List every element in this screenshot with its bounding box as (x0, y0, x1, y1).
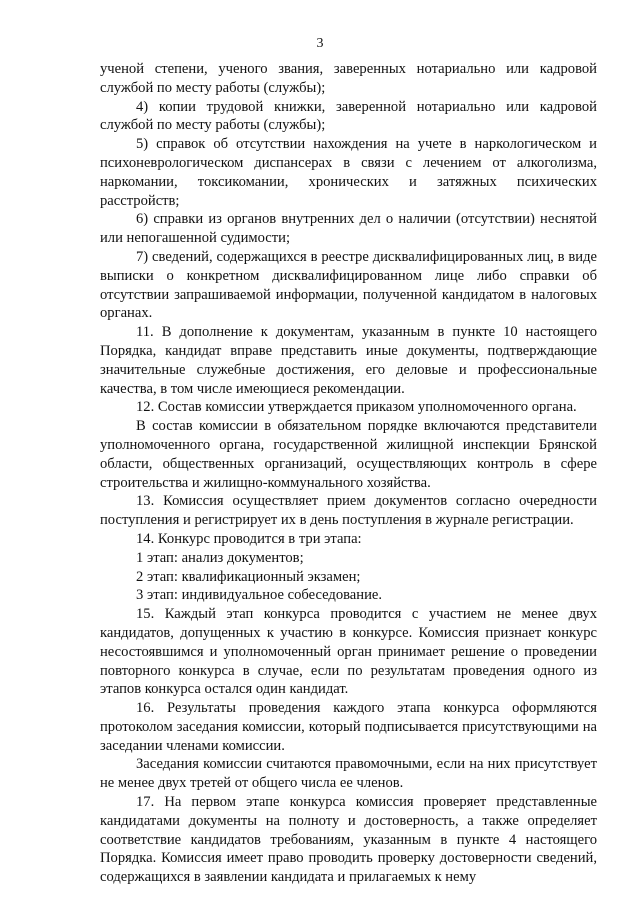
paragraph-stage-3: 3 этап: индивидуальное собеседование. (136, 587, 383, 604)
paragraph-continuation: ученой степени, ученого звания, заверенных нотариально или кадровой службой по месту работы (службы); (100, 61, 597, 96)
paragraph-item-6: 6) справки из органов внутренних дел о наличии (отсутствии) неснятой или непогашенной судимости; (100, 211, 597, 247)
paragraph-clause-15: 15. Каждый этап конкурса проводится с участием не менее двух кандидатов, допущенных к участию в конкурсе. Комиссия признает конкурс несостоявшимся и уполномоченный орган принимает решение о проведении повторного конкурса в случае, если по результатам проведения одного из этапов конкурса остался один кандидат. (100, 606, 597, 698)
paragraph-stage-2: 2 этап: квалификационный экзамен; (136, 568, 361, 585)
paragraph-clause-16: 16. Результаты проведения каждого этапа конкурса оформляются протоколом заседания комиссии, который подписывается присутствующими на заседании членами комиссии. (100, 700, 597, 754)
paragraph-clause-17: 17. На первом этапе конкурса комиссия проверяет представленные кандидатами документы на полноту и достоверность, а также определяет соответствие кандидатов требованиям, указанным в пункте 4 настоящего Порядка. Комиссия имеет право проводить проверку достоверности сведений, содержащихся в заявлении кандидата и прилагаемых к нему (100, 794, 597, 886)
paragraph-commission-composition: В состав комиссии в обязательном порядке включаются представители уполномоченного органа, государственной жилищной инспекции Брянской области, общественных организаций, осуществляющих контроль в сфере строительства и жилищно-коммунального хозяйства. (100, 418, 597, 491)
paragraph-item-4: 4) копии трудовой книжки, заверенной нотариально или кадровой службой по месту работы (службы); (100, 98, 597, 134)
paragraph-item-7: 7) сведений, содержащихся в реестре дисквалифицированных лиц, в виде выписки о конкретном дисквалифицированном лице либо справки об отсутствии запрашиваемой информации, полученной кандидатом в налоговых органах. (100, 248, 597, 322)
paragraph-clause-14: 14. Конкурс проводится в три этапа: (136, 530, 362, 547)
document-body (100, 60, 597, 887)
paragraph-clause-12: 12. Состав комиссии утверждается приказом уполномоченного органа. (136, 399, 577, 416)
paragraph-clause-13: 13. Комиссия осуществляет прием документов согласно очередности поступления и регистрирует их в день поступления в журнале регистрации. (100, 493, 597, 529)
paragraph-stage-1: 1 этап: анализ документов; (136, 549, 304, 566)
paragraph-quorum: Заседания комиссии считаются правомочными, если на них присутствует не менее двух третей от общего числа ее членов. (100, 756, 597, 792)
paragraph-clause-11: 11. В дополнение к документам, указанным в пункте 10 настоящего Порядка, кандидат вправе представить иные документы, подтверждающие значительные служебные достижения, его деловые и профессиональные качества, в том числе имеющиеся рекомендации. (100, 324, 597, 397)
page-number: 3 (316, 36, 324, 51)
paragraph-item-5: 5) справок об отсутствии нахождения на учете в наркологическом и психоневрологическом диспансерах в связи с лечением от алкоголизма, наркомании, токсикомании, хронических и затяжных психических расстройств; (100, 136, 597, 209)
